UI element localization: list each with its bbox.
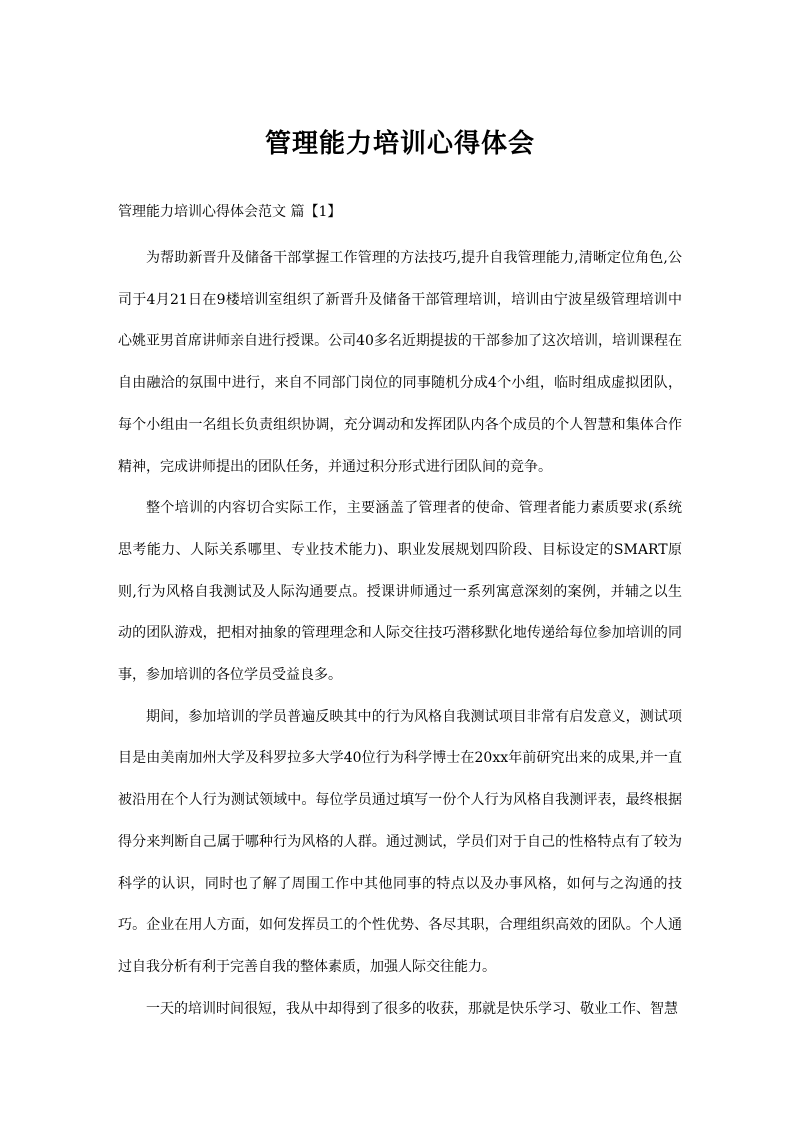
document-body — [118, 238, 682, 1030]
paragraph: 整个培训的内容切合实际工作，主要涵盖了管理者的使命、管理者能力素质要求(系统思考能力、人际关系哪里、专业技术能力)、职业发展规划四阶段、目标设定的SMART原则,行为风格自我测试及人际沟通要点。授课讲师通过一系列寓意深刻的案例，并辅之以生动的团队游戏，把相对抽象的管理理念和人际交往技巧潜移默化地传递给每位参加培训的同事，参加培训的各位学员受益良多。 — [118, 500, 682, 684]
document-subtitle: 管理能力培训心得体会范文 篇【1】 — [118, 204, 342, 220]
paragraph: 一天的培训时间很短，我从中却得到了很多的收获，那就是快乐学习、敬业工作、智慧 — [146, 1000, 678, 1017]
document-title: 管理能力培训心得体会 — [264, 129, 535, 159]
paragraph: 期间，参加培训的学员普遍反映其中的行为风格自我测试项目非常有启发意义，测试项目是由美南加州大学及科罗拉多大学40位行为科学博士在20xx年前研究出来的成果,并一直被沿用在个人行为测试领域中。每位学员通过填写一份个人行为风格自我测评表，最终根据得分来判断自己属于哪种行为风格的人群。通过测试，学员们对于自己的性格特点有了较为科学的认识，同时也了解了周围工作中其他同事的特点以及办事风格，如何与之沟通的技巧。企业在用人方面，如何发挥员工的个性优势、各尽其职，合理组织高效的团队。个人通过自我分析有利于完善自我的整体素质，加强人际交往能力。 — [118, 708, 682, 975]
paragraph: 为帮助新晋升及储备干部掌握工作管理的方法技巧,提升自我管理能力,清晰定位角色,公司于4月21日在9楼培训室组织了新晋升及储备干部管理培训，培训由宁波星级管理培训中心姚亚男首席讲师亲自进行授课。公司40多名近期提拔的干部参加了这次培训，培训课程在自由融洽的氛围中进行，来自不同部门岗位的同事随机分成4个小组，临时组成虚拟团队，每个小组由一名组长负责组织协调，充分调动和发挥团队内各个成员的个人智慧和集体合作精神，完成讲师提出的团队任务，并通过积分形式进行团队间的竞争。 — [118, 250, 682, 475]
